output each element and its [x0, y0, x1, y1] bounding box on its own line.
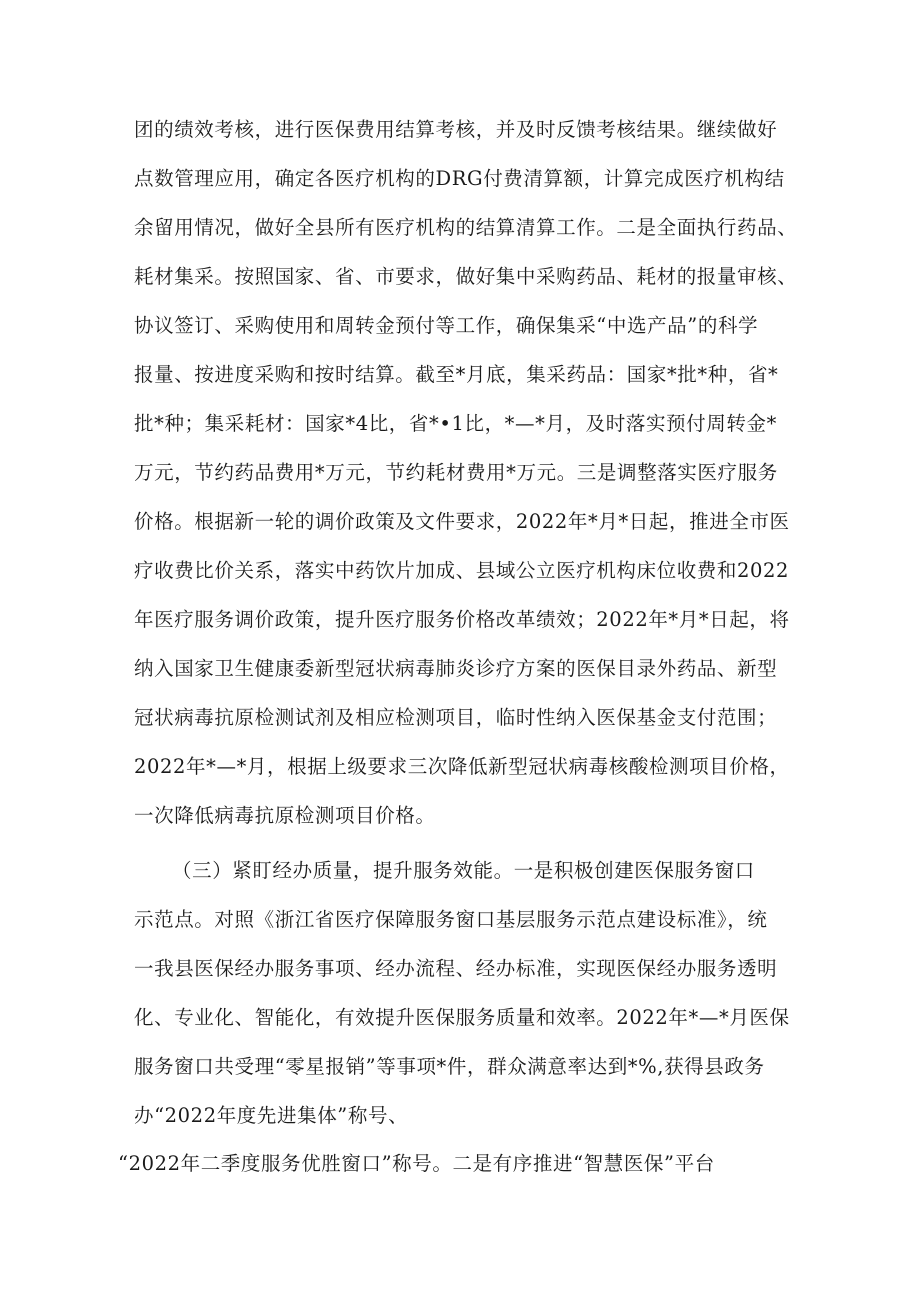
text-line: 办“2022年度先进集体”称号、 [134, 1104, 409, 1127]
text-line: “2022年二季度服务优胜窗口”称号。二是有序推进“智慧医保”平台 [118, 1152, 715, 1175]
text-line: 一次降低病毒抗原检测项目价格。 [134, 804, 436, 827]
text-line: 2022年*—*月，根据上级要求三次降低新型冠状病毒核酸检测项目价格， [134, 755, 790, 778]
text-line: 万元，节约药品费用*万元，节约耗材费用*万元。三是调整落实医疗服务 [134, 461, 778, 484]
text-line: 服务窗口共受理“零星报销”等事项*件，群众满意率达到*%,获得县政务 [134, 1055, 765, 1078]
text-line: 年医疗服务调价政策，提升医疗服务价格改革绩效；2022年*月*日起，将 [134, 608, 790, 631]
text-line: 疗收费比价关系，落实中药饮片加成、县域公立医疗机构床位收费和2022 [134, 559, 790, 582]
text-line: 一我县医保经办服务事项、经办流程、经办标准，实现医保经办服务透明 [134, 957, 778, 980]
text-line: 价格。根据新一轮的调价政策及文件要求，2022年*月*日起，推进全市医 [134, 510, 790, 533]
text-line: 报量、按进度采购和按时结算。截至*月底，集采药品：国家*批*种，省* [134, 363, 779, 386]
section-heading-line: （三）紧盯经办质量，提升服务效能。一是积极创建医保服务窗口 [172, 859, 755, 882]
text-line: 协议签订、采购使用和周转金预付等工作，确保集采“中选产品”的科学 [134, 314, 759, 337]
text-line: 示范点。对照《浙江省医疗保障服务窗口基层服务示范点建设标准》，统 [134, 908, 768, 931]
text-line: 冠状病毒抗原检测试剂及相应检测项目，临时性纳入医保基金支付范围； [134, 706, 778, 729]
text-line: 余留用情况，做好全县所有医疗机构的结算清算工作。二是全面执行药品、 [134, 216, 798, 239]
text-line: 耗材集采。按照国家、省、市要求，做好集中采购药品、耗材的报量审核、 [134, 265, 798, 288]
text-line: 团的绩效考核，进行医保费用结算考核，并及时反馈考核结果。继续做好 [134, 118, 778, 141]
text-line: 点数管理应用，确定各医疗机构的DRG付费清算额，计算完成医疗机构结 [134, 167, 785, 190]
text-line: 纳入国家卫生健康委新型冠状病毒肺炎诊疗方案的医保目录外药品、新型 [134, 657, 778, 680]
text-line: 批*种；集采耗材：国家*4比，省*•1比，*—*月，及时落实预付周转金* [134, 412, 777, 435]
text-line: 化、专业化、智能化，有效提升医保服务质量和效率。2022年*—*月医保 [134, 1006, 790, 1029]
